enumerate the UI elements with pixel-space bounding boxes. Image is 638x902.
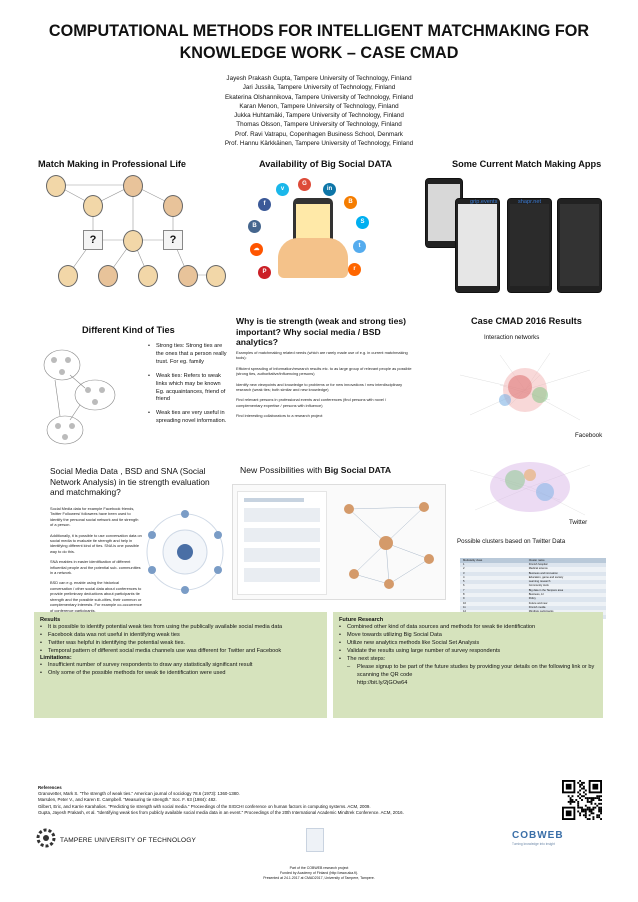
person-avatar [58,265,78,287]
facebook-icon: f [258,198,271,211]
table-cell: 1 [463,563,465,566]
big-data-tool-screenshot [232,484,446,600]
list-item: • Insufficient number of survey respondents to draw any statistically significant result [40,661,321,669]
person-avatar [163,195,183,217]
list-item: • Twitter was helpful in identifying the potential weak ties. [40,639,321,647]
column-header: Modularity class [463,559,483,562]
big-data-illustration [248,178,378,298]
why-tie-text [236,350,412,419]
paragraph: Social Media data for example Facebook friends, Twitter Followers/ followees have been used to identify the personal social network and tie strength of a person. [50,506,139,528]
question-icon: ? [163,230,183,250]
twitter-icon: t [353,240,366,253]
clusters-table [460,558,606,619]
tut-name: TAMPERE UNIVERSITY OF TECHNOLOGY [60,837,197,844]
why-tie-heading: Why is tie strength (weak and strong ties) important? Why social media / BSD analytics? [236,316,406,347]
author: Jari Jussila, Tampere University of Technology, Finland [242,84,396,92]
results-box [34,612,327,718]
list-item: • Weak ties are very useful in spreading novel information. [148,410,230,426]
university-crest-icon [306,828,324,852]
future-heading: Future Research [339,617,384,623]
results-heading: Results [40,617,61,623]
next-steps: – Please signup to be part of the future studies by providing your details on the following link or by scanning the QR code http://bit.ly/2jGOw64 [339,663,597,687]
shapr-label: shapr.net [518,199,542,205]
vimeo-icon: v [276,183,289,196]
match-making-heading: Match Making in Professional Life [38,159,187,169]
footer-line: Funded by Academy of Finland (http://www.aka.fi). [279,871,358,875]
cobweb-tagline: Turning knowledge into insight [512,842,555,846]
table-cell: 3 [463,571,465,575]
apps-heading: Some Current Match Making Apps [452,159,602,169]
phone-screenshot [507,198,552,293]
table-cell: Policy [528,597,536,601]
table-cell: Medical science [528,567,548,571]
paragraph: Examples of matchmaking related needs (which are rarely made use of e.g. in current matchmaking tools): [236,350,408,361]
footer [219,866,419,881]
title-line-1: COMPUTATIONAL METHODS FOR INTELLIGENT MATCHMAKING FOR [48,22,590,40]
author: Jayesh Prakash Gupta, Tampere University of Technology, Finland [226,75,412,82]
cobweb-name: COBWEB [512,830,564,841]
ecosystem-figure [142,500,228,604]
apps-illustration [425,178,605,298]
table-cell: Education, game and society [528,575,564,579]
references-heading: References [38,785,62,790]
table-cell: 7 [463,588,465,592]
results-list [40,623,321,655]
table-cell: 8 [463,593,465,597]
list-item: • Move towards utilizing Big Social Data [339,631,597,639]
vk-icon: B [248,220,261,233]
paragraph: Find interesting collaborators to a research project [236,413,323,419]
grip-label: grip.events [470,199,498,205]
list-item: • Only some of the possible methods for weak tie identification were used [40,669,321,677]
qr-code[interactable] [562,780,602,820]
table-body [460,563,606,619]
paragraph: SNA enables in easier identification of different influential people and the potential sub- communities in a network. [50,559,141,576]
table-cell: Finnish hospital [528,563,548,566]
author: Jukka Huhtamäki, Tampere University of Technology, Finland [234,112,404,120]
table-cell: 9 [463,597,465,601]
new-possibilities-heading [240,465,391,475]
paragraph: Identify new viewpoints and knowledge to problems or for new innovations / new interdisciplinary research (weak ties; both similar and new knowledge) [236,381,403,393]
interaction-networks-label: Interaction networks [484,334,540,341]
facebook-network-graph [440,345,610,435]
reference-item: Gupta, Jayesh Prakash, et al. "Identifying weak ties from publicly available social media data in an event." Proceedings of the 20th International Academic Mindtrek Conference. ACM, 2016. [38,809,404,815]
soundcloud-icon: ☁ [250,243,263,256]
list-item: • It is possible to identify potential weak ties from using the publically available social media data [40,623,321,631]
phone-screenshot [455,198,500,293]
list-item: • The next steps: [339,655,597,663]
table-cell: Business, AI [528,593,544,597]
table-cell: Future and new [528,601,548,605]
person-avatar [138,265,158,287]
author: Ekaterina Olshannikova, Tampere University of Technology, Finland [225,93,413,101]
future-research-box [333,612,603,718]
facebook-label: Facebook [575,432,603,439]
footer-line: Presented at 24.1.2017 at CMAD2017, University of Tampere, Tampere. [263,876,375,880]
table-cell: 5 [463,580,465,584]
list-item: • Strong ties: Strong ties are the ones that a person really trust. For eg. family [148,343,230,367]
person-avatar [83,195,103,217]
paragraph: Efficient spreading of information/research results etc. to as large group of relevant people as possible (strong ties, authoritative/influencing persons) [236,365,412,377]
author: Thomas Olsson, Tampere University of Technology, Finland [236,121,402,129]
list-item: • Weak ties: Refers to weak links which may be known Eg. acquaintances, friend of friend [148,373,230,405]
author: Prof. Ravi Vatrapu, Copenhagen Business School, Denmark [235,130,403,138]
column-header: Cluster name [528,559,545,562]
reference-item: Granovetter, Mark S. "The strength of weak ties." American journal of sociology 78.6 (1973): 1360-1380. [38,791,240,797]
person-avatar [46,175,66,197]
big-data-heading: Availability of Big Social DATA [259,159,393,169]
table-cell: Big data in the Tampere area [528,588,564,592]
list-item: • Facebook data was not useful in identifying weak ties [40,631,321,639]
table-cell: Learning research [528,580,551,584]
footer-line: Part of the COBWEB research project [289,866,349,870]
poster-title [20,20,618,64]
tut-logo [35,827,245,851]
phone-screenshot [557,198,602,293]
table-cell: 10 [463,601,466,605]
table-cell: Business and innovation [528,571,558,575]
table-cell: 4 [463,575,465,579]
reference-item: Marsden, Peter V., and Karen E. Campbell. "Measuring tie strength." Soc. F. 63 (1984): 482. [38,797,217,803]
social-media-text [50,506,142,613]
rss-icon: r [348,263,361,276]
limitations-list [40,661,321,677]
author: Karan Menon, Tampere University of Technology, Finland [239,102,399,110]
linkedin-icon: in [323,183,336,196]
paragraph: Find relevant persons in professional events and conferences (find persons with novel / complementary expertise / persons with influence) [236,397,387,408]
social-media-heading: Social Media Data , BSD and SNA (Social Network Analysis) in tie strength evaluation and matchmaking? [50,466,210,497]
paragraph: Additionally, it is possible to use conversation data on social media to evaluate tie strength and help in identifying different kind of ties. SNA is one possible way to do this. [50,532,142,554]
blogger-icon: B [344,196,357,209]
list-item: • Temporal pattern of different social media channels use was different for Twitter and Facebook [40,647,321,655]
reference-item: Gilbert, Eric, and Karrie Karahalios. "Predicting tie strength with social media." Proceedings of the SIGCHI conference on human factors in computing systems. ACM, 2009. [38,803,371,809]
question-icon: ? [83,230,103,250]
future-list [339,623,597,663]
list-item: • Combined other kind of data sources and methods for weak tie identification [339,623,597,631]
person-avatar [123,230,143,252]
author: Prof. Hannu Kärkkäinen, Tampere University of Technology, Finland [224,140,414,148]
skype-icon: S [356,216,369,229]
table-cell: 6 [463,584,465,588]
hand-icon [278,238,348,278]
signup-text: Please signup to be part of the future studies by providing your details on the following link or by scanning the QR code [357,664,595,678]
clusters-caption: Possible clusters based on Twitter Data [457,538,566,545]
case-results-heading: Case CMAD 2016 Results [471,316,582,326]
person-avatar [178,265,198,287]
person-avatar [206,265,226,287]
heading-bold: Big Social DATA [324,465,392,475]
limitations-heading: Limitations: [40,655,72,661]
cobweb-logo [512,830,602,852]
tut-gear-icon [35,827,57,849]
pinterest-icon: P [258,266,271,279]
list-item: • Utilize new analytics methods like Social Set Analysis [339,639,597,647]
googleplus-icon: G [298,178,311,191]
participant-network [329,489,443,597]
table-cell: Community tools [528,584,549,588]
heading-text: New Possibilities with [240,465,325,475]
twitter-label: Twitter [569,519,588,526]
author-list [100,74,538,148]
person-avatar [98,265,118,287]
matchmaking-illustration [38,175,228,300]
references [38,785,558,816]
table-cell: 2 [463,567,465,571]
list-item: • Validate the results using large number of survey respondents [339,647,597,655]
table-cell: 11 [463,605,466,609]
table-cell: Finnish media [528,605,546,609]
person-avatar [123,175,143,197]
ties-bullets [148,343,230,426]
ties-heading: Different Kind of Ties [82,325,175,335]
profile-list-panel [237,491,327,595]
ties-diagram [40,340,120,450]
title-line-2: KNOWLEDGE WORK – CASE CMAD [179,44,459,62]
twitter-network-graph [450,450,610,525]
paragraph: BSD can e.g. enable using the historical conversation / other social data about conferences to provide preliminary deductions about participants tie strength and the possible sub-cities, their common or complementary interests. For example co-occurrence of conference participants. [50,580,142,613]
signup-link[interactable]: http://bit.ly/2jGOw64 [357,680,408,686]
